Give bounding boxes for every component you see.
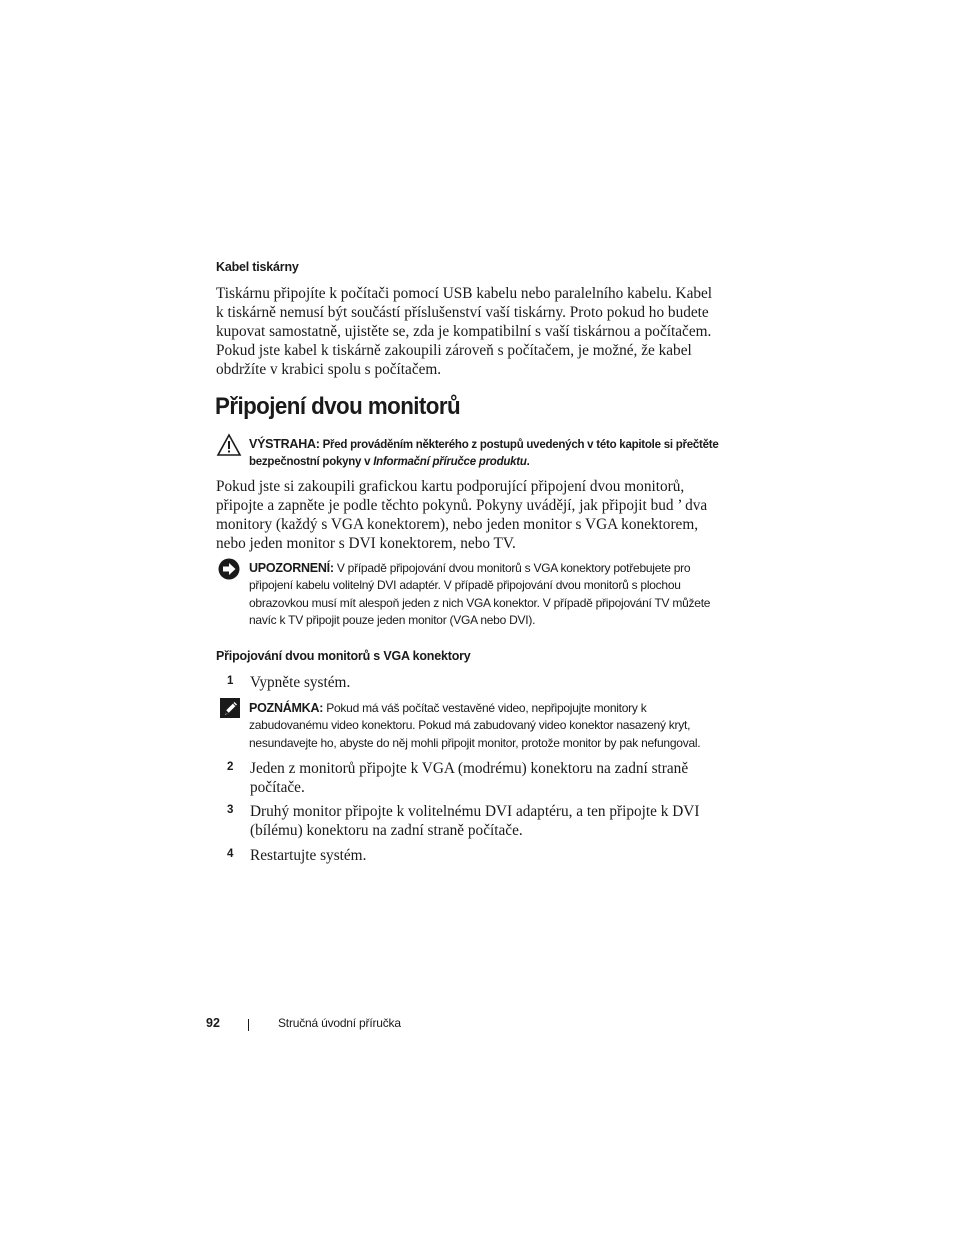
warning-end: .: [526, 456, 530, 469]
monitors-paragraph: Pokud jste si zakoupili grafickou kartu podporující připojení dvou monitorů, připojte a zapněte je podle těchto pokynů. Pokyny uvádějí, jak připojit bud ’ dva monitory (každý s VGA konektorem), nebo jeden monitor s VGA konektorem, nebo jeden monitor s DVI konektorem, nebo TV.: [216, 478, 708, 552]
notice-label: UPOZORNENÍ:: [249, 561, 334, 575]
printer-cable-heading: Kabel tiskárny: [216, 260, 299, 274]
note-text: [249, 700, 719, 752]
step-text: Restartujte systém.: [250, 847, 367, 864]
footer-separator: [248, 1019, 249, 1031]
step-number: 4: [227, 848, 234, 860]
step-text: Vypněte systém.: [250, 674, 351, 691]
footer-title: Stručná úvodní příručka: [278, 1016, 401, 1030]
warning-triangle-icon: [216, 433, 242, 457]
note-body: Pokud má váš počítač vestavěné video, nepřipojujte monitory k zabudovanému video konektoru. Pokud má zabudovaný video konektor nasazený kryt, nesundavejte ho, abyste do něj mohli připojit monitor, protože monitor by pak nefungoval.: [249, 701, 701, 750]
step-text: Druhý monitor připojte k volitelnému DVI adaptéru, a ten připojte k DVI (bílému) konektoru na zadní straně počítače.: [250, 803, 700, 839]
page-title: Připojení dvou monitorů: [215, 393, 461, 420]
note-pencil-icon: [220, 698, 246, 722]
warning-text: [249, 436, 719, 472]
warning-reference: Informační příručce produktu: [373, 456, 527, 469]
warning-body: Před prováděním některého z postupů uvedených v této kapitole si přečtěte bezpečnostní pokyny v: [249, 439, 719, 469]
page-number: 92: [206, 1016, 220, 1030]
notice-text: [249, 560, 719, 630]
step-number: 2: [227, 761, 234, 773]
step-number: 1: [227, 675, 234, 687]
warning-label: VÝSTRAHA:: [249, 437, 320, 451]
step-number: 3: [227, 804, 234, 816]
vga-section-heading: Připojování dvou monitorů s VGA konektory: [216, 649, 471, 663]
printer-cable-paragraph: Tiskárnu připojíte k počítači pomocí USB kabelu nebo paralelního kabelu. Kabel k tiskárně nemusí být součástí příslušenství vaší tiskárny. Proto pokud ho budete kupovat samostatně, ujistěte se, zda je kompatibilní s vaší tiskárnou a počítačem. Pokud jste kabel k tiskárně zakoupili zároveň s počítačem, je možné, že kabel obdržíte v krabici spolu s počítačem.: [216, 285, 713, 378]
notice-body: V případě připojování dvou monitorů s VGA konektory potřebujete pro připojení kabelu volitelný DVI adaptér. V případě připojování dvou monitorů s plochou obrazovkou musí mít alespoň jeden z nich VGA konektor. V případě připojování TV můžete navíc k TV připojit pouze jeden monitor (VGA nebo DVI).: [249, 561, 711, 628]
note-label: POZNÁMKA:: [249, 701, 324, 715]
notice-arrow-icon: [218, 558, 244, 582]
step-text: Jeden z monitorů připojte k VGA (modrému) konektoru na zadní straně počítače.: [250, 760, 689, 796]
